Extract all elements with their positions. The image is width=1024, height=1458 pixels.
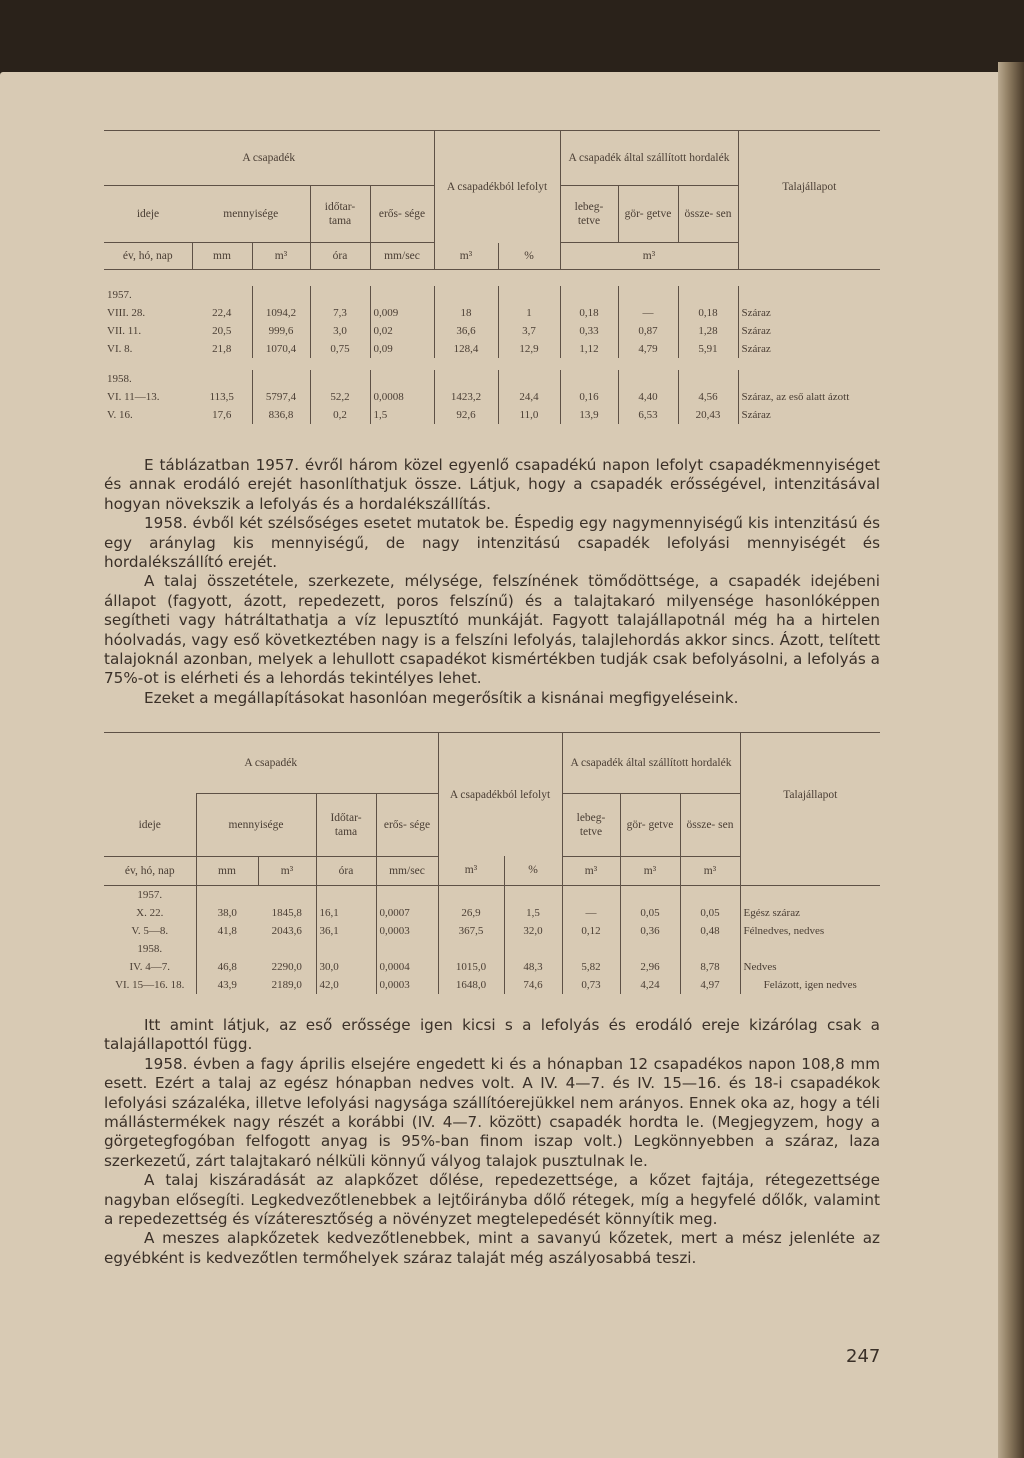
unit-runoff-m3: m³	[434, 243, 498, 270]
runoff-table-1	[104, 130, 880, 434]
table-row: X. 22. 38,0 1845,8 16,1 0,0007 26,9 1,5 — 0,05 0,05 Egész száraz	[104, 904, 880, 922]
table-row: 1957.	[104, 286, 880, 304]
header-suspended: lebeg- tetve	[562, 794, 620, 857]
table-row: 1957.	[104, 885, 880, 904]
header-soil-condition: Talajállapot	[740, 733, 880, 857]
header-precipitation: A csapadék	[104, 131, 434, 186]
table-row: IV. 4—7. 46,8 2290,0 30,0 0,0004 1015,0 48,3 5,82 2,96 8,78 Nedves	[104, 958, 880, 976]
paragraph: A talaj összetétele, szerkezete, mélysége, felszínének tömődöttsége, a csapadék idejébeni állapot (fagyott, ázott, repedezett, poros felszínű) és a talajtakaró milyensége hasonlóképpen segítheti vagy hátráltathatja a víz lepusztító munkáját. Fagyott talajállapotnál még ha a hirtelen hóolvadás, vagy eső következtében nagy is a felszíni lefolyás, talajlehordás akkor sincs. Ázott, telített talajoknál azonban, melyek a lehullott csapadékot kismértékben tudják csak befolyásolni, a lefolyás a 75%-ot is elérheti és a lehordás tekintélyes lehet.	[104, 572, 880, 688]
paragraph: 1958. évből két szélsőséges esetet mutatok be. Éspedig egy nagymennyiségű kis intenzitású és egy aránylag kis mennyiségű, de nagy intenzitású csapadék lefolyási mennyiségét és hordalékszállító erejét.	[104, 514, 880, 572]
body-text-2	[104, 1016, 880, 1268]
table-row: VI. 8. 21,8 1070,4 0,75 0,09 128,4 12,9 1,12 4,79 5,91 Száraz	[104, 340, 880, 358]
header-runoff: A csapadékból lefolyt	[438, 733, 562, 857]
table-1-body	[104, 270, 880, 435]
paragraph: Ezeket a megállapításokat hasonlóan megerősítik a kisnánai megfigyeléseink.	[144, 688, 739, 707]
book-page	[0, 72, 1000, 1458]
unit-percent: %	[498, 243, 560, 270]
paragraph: A talaj kiszáradását az alapkőzet dőlése, repedezettsége, a kőzet fajtája, rétegezettsége nagyban elősegíti. Legkedvezőtlenebbek a lejtőirányba dőlő rétegek, míg a hegyfelé dőlők, valamint a repedezettség és vízáteresztőség a növényzet megtelepedését könnyítik meg.	[104, 1171, 880, 1229]
unit-mm: mm	[196, 856, 258, 885]
unit-sediment-m3: m³	[560, 243, 738, 270]
unit-mm-per-sec: mm/sec	[370, 243, 434, 270]
table-row: V. 5—8. 41,8 2043,6 36,1 0,0003 367,5 32,0 0,12 0,36 0,48 Félnedves, nedves	[104, 922, 880, 940]
unit-date: év, hó, nap	[104, 243, 192, 270]
header-amount: mennyisége	[192, 186, 310, 243]
header-intensity: erős- sége	[370, 186, 434, 243]
paragraph: 1958. évben a fagy április elsejére engedett ki és a hónapban 12 csapadékos napon 108,8 mm esett. Ezért a talaj az egész hónapban nedves volt. A IV. 4—7. és IV. 15—16. és 18-i csapadékok lefolyási százaléka, illetve lefolyási nagysága szállítóerejükkel nem arányos. Ennek oka az, hogy a téli mállástermékek nagy részét a korábbi (IV. 4—7. között) csapadék hordta le. (Megjegyzem, hogy a görgetegfogóban felfogott anyag is 95%-ban finom iszap volt.) Legkönnyebben a száraz, laza szerkezetű, zárt talajtakaró nélküli könnyű vályog talajok pusztulnak le.	[104, 1054, 880, 1170]
unit-mm-per-sec: mm/sec	[376, 856, 438, 885]
header-soil-condition: Talajállapot	[738, 131, 880, 243]
header-duration: Időtar- tama	[316, 794, 376, 857]
paragraph: A meszes alapkőzetek kedvezőtlenebbek, mint a savanyú kőzetek, mert a mész jelenléte az egyébként is kedvezőtlen termőhelyek száraz talaját még aszályosabbá teszi.	[104, 1229, 880, 1267]
paragraph: E táblázatban 1957. évről három közel egyenlő csapadékú napon lefolyt csapadékmennyiséget és annak erodáló erejét hasonlíthatjuk össze. Látjuk, hogy a csapadék erősségével, intenzitásával hogyan növekszik a lefolyás és a hordalékszállítás.	[104, 456, 880, 513]
table-row: 1958.	[104, 370, 880, 388]
unit-date: év, hó, nap	[104, 856, 196, 885]
unit-rolled-m3: m³	[620, 856, 680, 885]
header-duration: időtar- tama	[310, 186, 370, 243]
table-row: V. 16. 17,6 836,8 0,2 1,5 92,6 11,0 13,9 6,53 20,43 Száraz	[104, 406, 880, 424]
unit-m3: m³	[258, 856, 316, 885]
unit-suspended-m3: m³	[562, 856, 620, 885]
header-sediment: A csapadék által szállított hordalék	[560, 131, 738, 186]
header-total: össze- sen	[678, 186, 738, 243]
table-row: VIII. 28. 22,4 1094,2 7,3 0,009 18 1 0,18 — 0,18 Száraz	[104, 304, 880, 322]
header-rolled: gör- getve	[620, 794, 680, 857]
unit-total-m3: m³	[680, 856, 740, 885]
table-row: VI. 15—16. 18. 43,9 2189,0 42,0 0,0003 1648,0 74,6 0,73 4,24 4,97 Felázott, igen nedves	[104, 976, 880, 994]
header-date: ideje	[104, 794, 196, 857]
header-total: össze- sen	[680, 794, 740, 857]
header-runoff: A csapadékból lefolyt	[434, 131, 560, 243]
runoff-table-2	[104, 732, 880, 1006]
header-precipitation: A csapadék	[104, 733, 438, 794]
unit-percent: %	[504, 856, 562, 885]
header-amount: mennyisége	[196, 794, 316, 857]
header-sediment: A csapadék által szállított hordalék	[562, 733, 740, 794]
unit-hours: óra	[310, 243, 370, 270]
unit-m3: m³	[252, 243, 310, 270]
unit-mm: mm	[192, 243, 252, 270]
header-intensity: erős- sége	[376, 794, 438, 857]
body-text-1	[104, 456, 880, 708]
table-2-body	[104, 885, 880, 1006]
header-suspended: lebeg- tetve	[560, 186, 618, 243]
header-rolled: gör- getve	[618, 186, 678, 243]
unit-hours: óra	[316, 856, 376, 885]
table-row: VI. 11—13. 113,5 5797,4 52,2 0,0008 1423,2 24,4 0,16 4,40 4,56 Száraz, az eső alatt ázott	[104, 388, 880, 406]
table-row: VII. 11. 20,5 999,6 3,0 0,02 36,6 3,7 0,33 0,87 1,28 Száraz	[104, 322, 880, 340]
book-page-edge	[998, 62, 1024, 1458]
paragraph: Itt amint látjuk, az eső erőssége igen kicsi s a lefolyás és erodáló ereje kizárólag csak a talajállapottól függ.	[104, 1016, 880, 1054]
page-number: 247	[846, 1346, 881, 1367]
table-row: 1958.	[104, 940, 880, 958]
unit-runoff-m3: m³	[438, 856, 504, 885]
header-date: ideje	[104, 186, 192, 243]
